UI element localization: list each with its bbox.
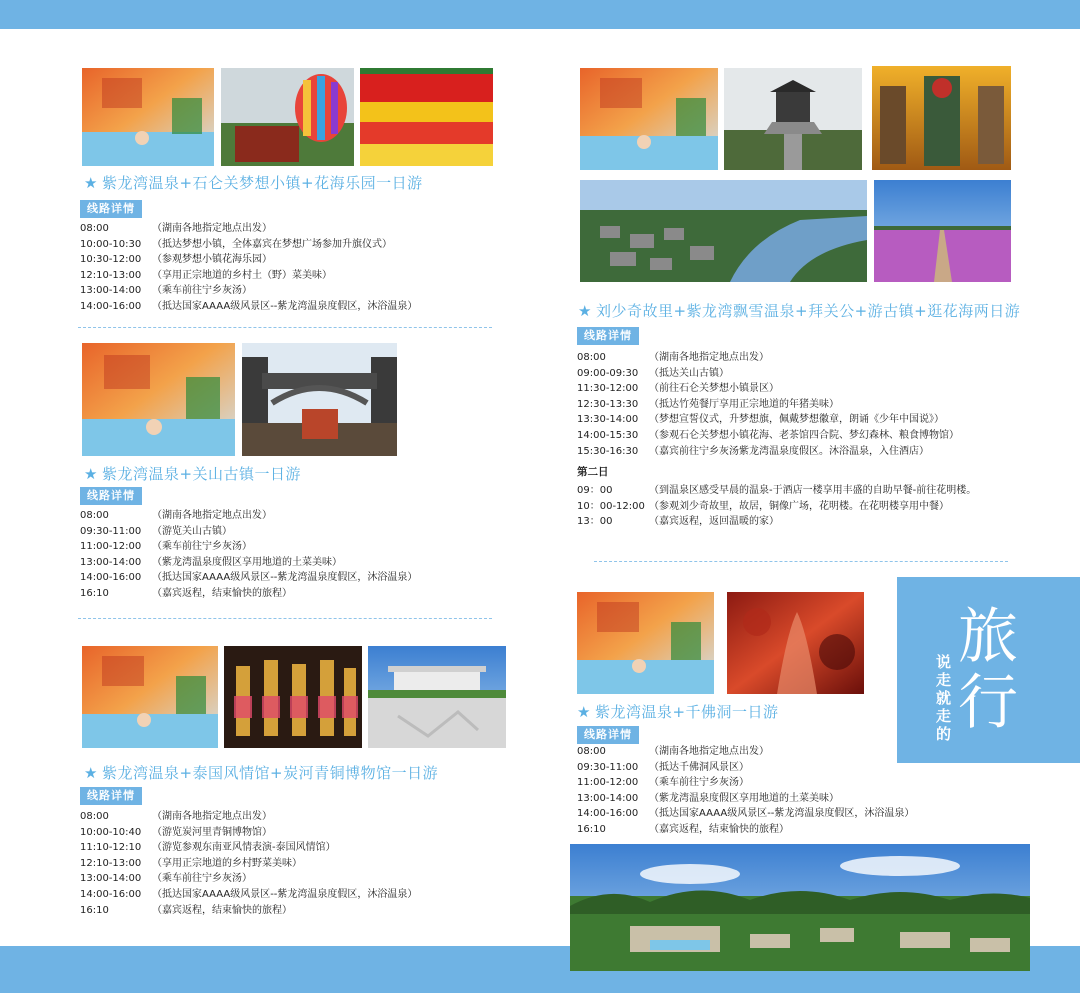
- route-detail-badge: 线路详情: [577, 327, 639, 345]
- bronze-museum-photo: [368, 646, 506, 748]
- route-title: ★ 刘少奇故里+紫龙湾飘雪温泉+拜关公+游古镇+逛花海两日游: [578, 302, 1021, 320]
- schedule-row: 08:00 （湖南各地指定地点出发）: [577, 352, 769, 363]
- schedule-row: 10:00-10:40 （游览炭河里青铜博物馆）: [80, 826, 272, 838]
- hot-air-balloon-photo: [221, 68, 354, 166]
- section-divider: [78, 618, 492, 619]
- day-two-label: 第二日: [577, 466, 609, 478]
- route-detail-badge: 线路详情: [577, 726, 639, 744]
- schedule-row: 13:30-14:00 （梦想宣誓仪式，升梦想旗，佩戴梦想徽章，朗诵《少年中国说》）: [577, 414, 944, 426]
- schedule-row: 10：00-12:00 （参观刘少奇故里，故居，铜像广场，花明楼。在花明楼享用中餐）: [577, 500, 949, 512]
- resort-panorama-photo: [570, 844, 1030, 971]
- schedule-row: 10:30-12:00 （参观梦想小镇花海乐园）: [80, 254, 272, 266]
- schedule-row: 09:00-09:30 （抵达关山古镇）: [577, 367, 729, 379]
- schedule-row: 14:00-16:00 （抵达国家AAAA级风景区--紫龙湾温泉度假区，沐浴温泉）: [80, 572, 418, 584]
- schedule-row: 14:00-16:00 （抵达国家AAAA级风景区--紫龙湾温泉度假区，沐浴温泉）: [577, 808, 915, 820]
- schedule-row: 16:10 （嘉宾返程，结束愉快的旅程）: [80, 587, 292, 599]
- star-icon: ★: [84, 174, 98, 192]
- route-title: ★ 紫龙湾温泉+千佛洞一日游: [577, 703, 779, 721]
- thousand-buddha-cave-photo: [727, 592, 864, 694]
- schedule-row: 09：00 （到温泉区感受早晨的温泉-于酒店一楼享用丰盛的自助早餐-前往花明楼。: [577, 485, 977, 496]
- ancient-town-gate-photo: [242, 343, 397, 456]
- star-icon: ★: [577, 703, 591, 721]
- route-schedule: [80, 508, 417, 602]
- schedule-row: 11:00-12:00 （乘车前往宁乡灰汤）: [80, 541, 252, 553]
- route-schedule: [577, 744, 914, 838]
- star-icon: ★: [84, 764, 98, 782]
- schedule-row: 09:30-11:00 （游览关山古镇）: [80, 525, 232, 537]
- route-title: ★ 紫龙湾温泉+泰国风情馆+炭河青铜博物馆一日游: [84, 764, 439, 782]
- route-schedule: [80, 221, 417, 315]
- star-icon: ★: [84, 465, 98, 483]
- route-title: ★ 紫龙湾温泉+关山古镇一日游: [84, 465, 302, 483]
- route-schedule: [577, 350, 959, 459]
- schedule-row: 11:00-12:00 （乘车前往宁乡灰汤）: [577, 777, 749, 789]
- slogan-big-text: 旅行: [958, 602, 1018, 738]
- hot-spring-photo: [82, 646, 218, 748]
- schedule-row: 09:30-11:00 （抵达千佛洞风景区）: [577, 761, 749, 773]
- schedule-row: 14:00-16:00 （抵达国家AAAA级风景区--紫龙湾温泉度假区，沐浴温泉）: [80, 300, 418, 312]
- hot-spring-photo: [82, 68, 214, 166]
- hot-spring-photo: [82, 343, 235, 456]
- thai-dance-photo: [224, 646, 362, 748]
- schedule-row: 11:10-12:10 （游览参观东南亚风情表演-泰国风情馆）: [80, 842, 336, 854]
- schedule-row: 08:00 （湖南各地指定地点出发）: [80, 223, 272, 234]
- schedule-row: 08:00 （湖南各地指定地点出发）: [80, 811, 272, 822]
- schedule-row: 12:10-13:00 （享用正宗地道的乡村野菜美味）: [80, 857, 302, 869]
- schedule-row: 16:10 （嘉宾返程，结束愉快的旅程）: [80, 904, 292, 916]
- route-schedule-day-two: [577, 483, 976, 530]
- section-divider: [594, 561, 1008, 562]
- slogan-small-text: 说走就走的: [936, 653, 952, 743]
- route-detail-badge: 线路详情: [80, 487, 142, 505]
- schedule-row: 13:00-14:00 （乘车前往宁乡灰汤）: [80, 873, 252, 885]
- hot-spring-photo: [580, 68, 718, 170]
- schedule-row: 08:00 （湖南各地指定地点出发）: [80, 510, 272, 521]
- schedule-row: 14:00-16:00 （抵达国家AAAA级风景区--紫龙湾温泉度假区，沐浴温泉）: [80, 888, 418, 900]
- schedule-row: 15:30-16:30 （嘉宾前往宁乡灰汤紫龙湾温泉度假区。沐浴温泉，入住酒店）: [577, 445, 929, 457]
- hot-spring-photo: [577, 592, 714, 694]
- guan-gong-statue-photo: [872, 66, 1011, 170]
- lavender-field-photo: [874, 180, 1011, 282]
- schedule-row: 13：00 （嘉宾返程，返回温暖的家）: [577, 516, 779, 528]
- tower-pavilion-photo: [724, 68, 862, 170]
- river-town-aerial-photo: [580, 180, 867, 282]
- schedule-row: 13:00-14:00 （紫龙湾温泉度假区享用地道的土菜美味）: [577, 792, 839, 804]
- schedule-row: 10:00-10:30 （抵达梦想小镇，全体嘉宾在梦想广场参加升旗仪式）: [80, 238, 392, 250]
- schedule-row: 13:00-14:00 （紫龙湾温泉度假区享用地道的土菜美味）: [80, 556, 342, 568]
- schedule-row: 13:00-14:00 （乘车前往宁乡灰汤）: [80, 285, 252, 297]
- star-icon: ★: [578, 302, 592, 320]
- schedule-row: 12:10-13:00 （享用正宗地道的乡村土（野）菜美味）: [80, 269, 332, 281]
- route-title: ★ 紫龙湾温泉+石仑关梦想小镇+花海乐园一日游: [84, 174, 423, 192]
- flower-sea-photo: [360, 68, 493, 166]
- route-detail-badge: 线路详情: [80, 200, 142, 218]
- top-band: [0, 0, 1080, 29]
- route-schedule: [80, 809, 417, 918]
- section-divider: [78, 327, 492, 328]
- schedule-row: 11:30-12:00 （前往石仑关梦想小镇景区）: [577, 383, 779, 395]
- schedule-row: 12:30-13:30 （抵达竹苑餐厅享用正宗地道的年猪美味）: [577, 398, 839, 410]
- route-detail-badge: 线路详情: [80, 787, 142, 805]
- schedule-row: 08:00 （湖南各地指定地点出发）: [577, 746, 769, 757]
- schedule-row: 16:10 （嘉宾返程，结束愉快的旅程）: [577, 823, 789, 835]
- schedule-row: 14:00-15:30 （参观石仑关梦想小镇花海、老茶馆四合院、梦幻森林、粮食博物馆）: [577, 429, 959, 441]
